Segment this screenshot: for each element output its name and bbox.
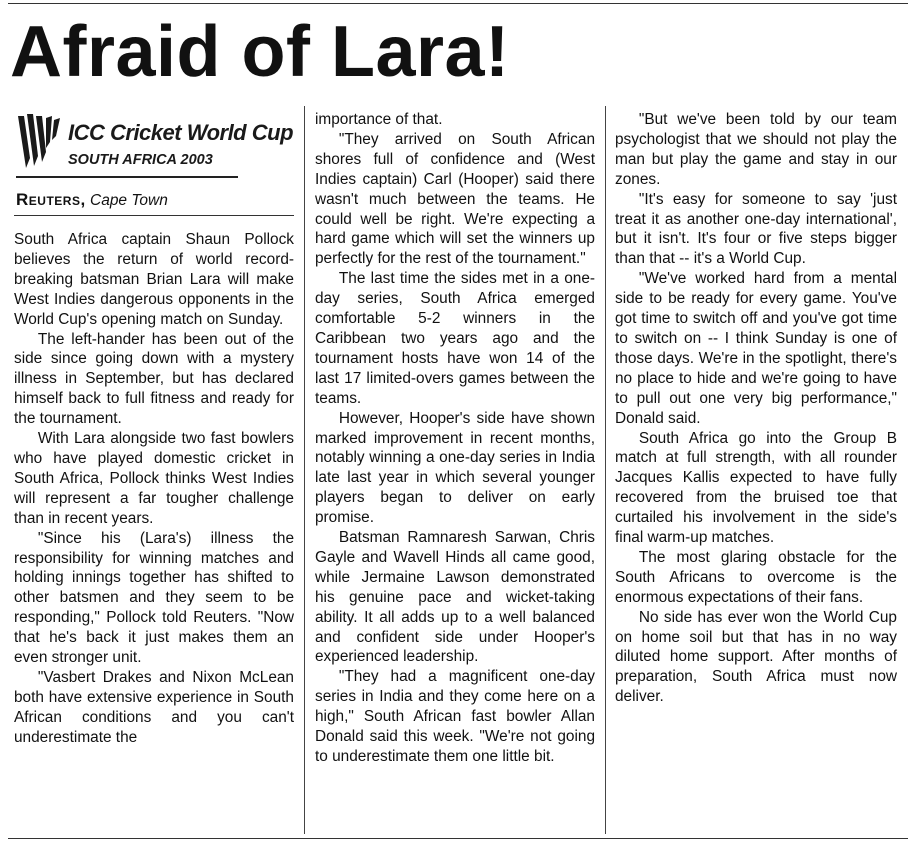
paragraph: South Africa go into the Group B match at full strength, with all rounder Jacques Kallis expected to have fully recovered from the bruised toe that curtailed his involvement in the side's final warm-up matches. — [615, 429, 897, 547]
logo-rule — [16, 176, 238, 178]
paragraph: Batsman Ramnaresh Sarwan, Chris Gayle and Wavell Hinds all came good, while Jermaine Lawson demonstrated his genuine pace and wicket-taking ability. It all adds up to a well balanced and confident side under Hooper's experienced leadership. — [315, 529, 595, 666]
paragraph: No side has ever won the World Cup on home soil but that has in no way diluted home support. After months of preparation, South Africa must now deliver. — [615, 608, 897, 706]
paragraph: South Africa captain Shaun Pollock believes the return of world record-breaking batsman Brian Lara will make West Indies dangerous opponents in the World Cup's opening match on Sunday. — [14, 231, 294, 328]
dateline-agency: Reuters, — [16, 190, 86, 209]
dateline-rule — [14, 215, 294, 216]
article-column-1 — [14, 230, 294, 748]
dateline — [16, 190, 168, 210]
paragraph: "We've worked hard from a mental side to be ready for every game. You've got time to switch off and you've got time to switch on -- I think Sunday is one of those days. We're in the spotlight, there's no place to hide and we're going to have to pull out one very big performance," Donald said. — [615, 270, 897, 427]
paragraph: "Vasbert Drakes and Nixon McLean both have extensive experience in South African conditions and you can't underestimate the — [14, 668, 294, 746]
logo-subtitle: SOUTH AFRICA 2003 — [68, 152, 213, 168]
world-cup-emblem-icon — [16, 112, 64, 172]
paragraph: The most glaring obstacle for the South Africans to overcome is the enormous expectations of their fans. — [615, 548, 897, 606]
world-cup-logo — [16, 112, 296, 182]
paragraph: "They had a magnificent one-day series in India and they come here on a high," South African fast bowler Allan Donald said this week. "We're not going to underestimate them one little bit. — [315, 668, 595, 765]
bottom-rule — [8, 838, 908, 839]
paragraph: However, Hooper's side have shown marked improvement in recent months, notably winning a one-day series in India late last year in which several younger players began to deliver on early promise. — [315, 409, 595, 527]
paragraph: "But we've been told by our team psychologist that we should not play the man but play the game and stay in our zones. — [615, 111, 897, 188]
paragraph: "It's easy for someone to say 'just treat it as another one-day international', but it isn't. It's four or five steps bigger than that -- it's a World Cup. — [615, 190, 897, 268]
dateline-place: Cape Town — [90, 192, 168, 209]
column-divider — [605, 106, 606, 834]
paragraph: The last time the sides met in a one-day series, South Africa emerged comfortable 5-2 winners in the Caribbean two years ago and the tournament hosts have won 14 of the last 17 limited-overs games between the teams. — [315, 270, 595, 407]
headline: Afraid of Lara! — [10, 12, 510, 92]
paragraph: The left-hander has been out of the side since going down with a mystery illness in September, but has declared himself back to full fitness and ready for the tournament. — [14, 330, 294, 428]
article-column-2 — [315, 110, 595, 767]
paragraph: "Since his (Lara's) illness the responsibility for winning matches and holding innings together has shifted to other batsmen and they seem to be responding," Pollock told Reuters. "Now that he's back it just makes them an even stronger unit. — [14, 529, 294, 667]
paragraph: "They arrived on South African shores full of confidence and (West Indies captain) Carl (Hooper) said there wasn't much between the teams. He could well be right. We're expecting a hard game which will set the winners up perfectly for the rest of the tournament." — [315, 130, 595, 268]
article-column-3 — [615, 110, 897, 707]
paragraph: importance of that. — [315, 111, 443, 128]
column-divider — [304, 106, 305, 834]
logo-title: ICC Cricket World Cup — [68, 120, 294, 145]
paragraph: With Lara alongside two fast bowlers who have played domestic cricket in South Africa, Pollock thinks West Indies will represent a far tougher challenge than in recent years. — [14, 430, 294, 527]
